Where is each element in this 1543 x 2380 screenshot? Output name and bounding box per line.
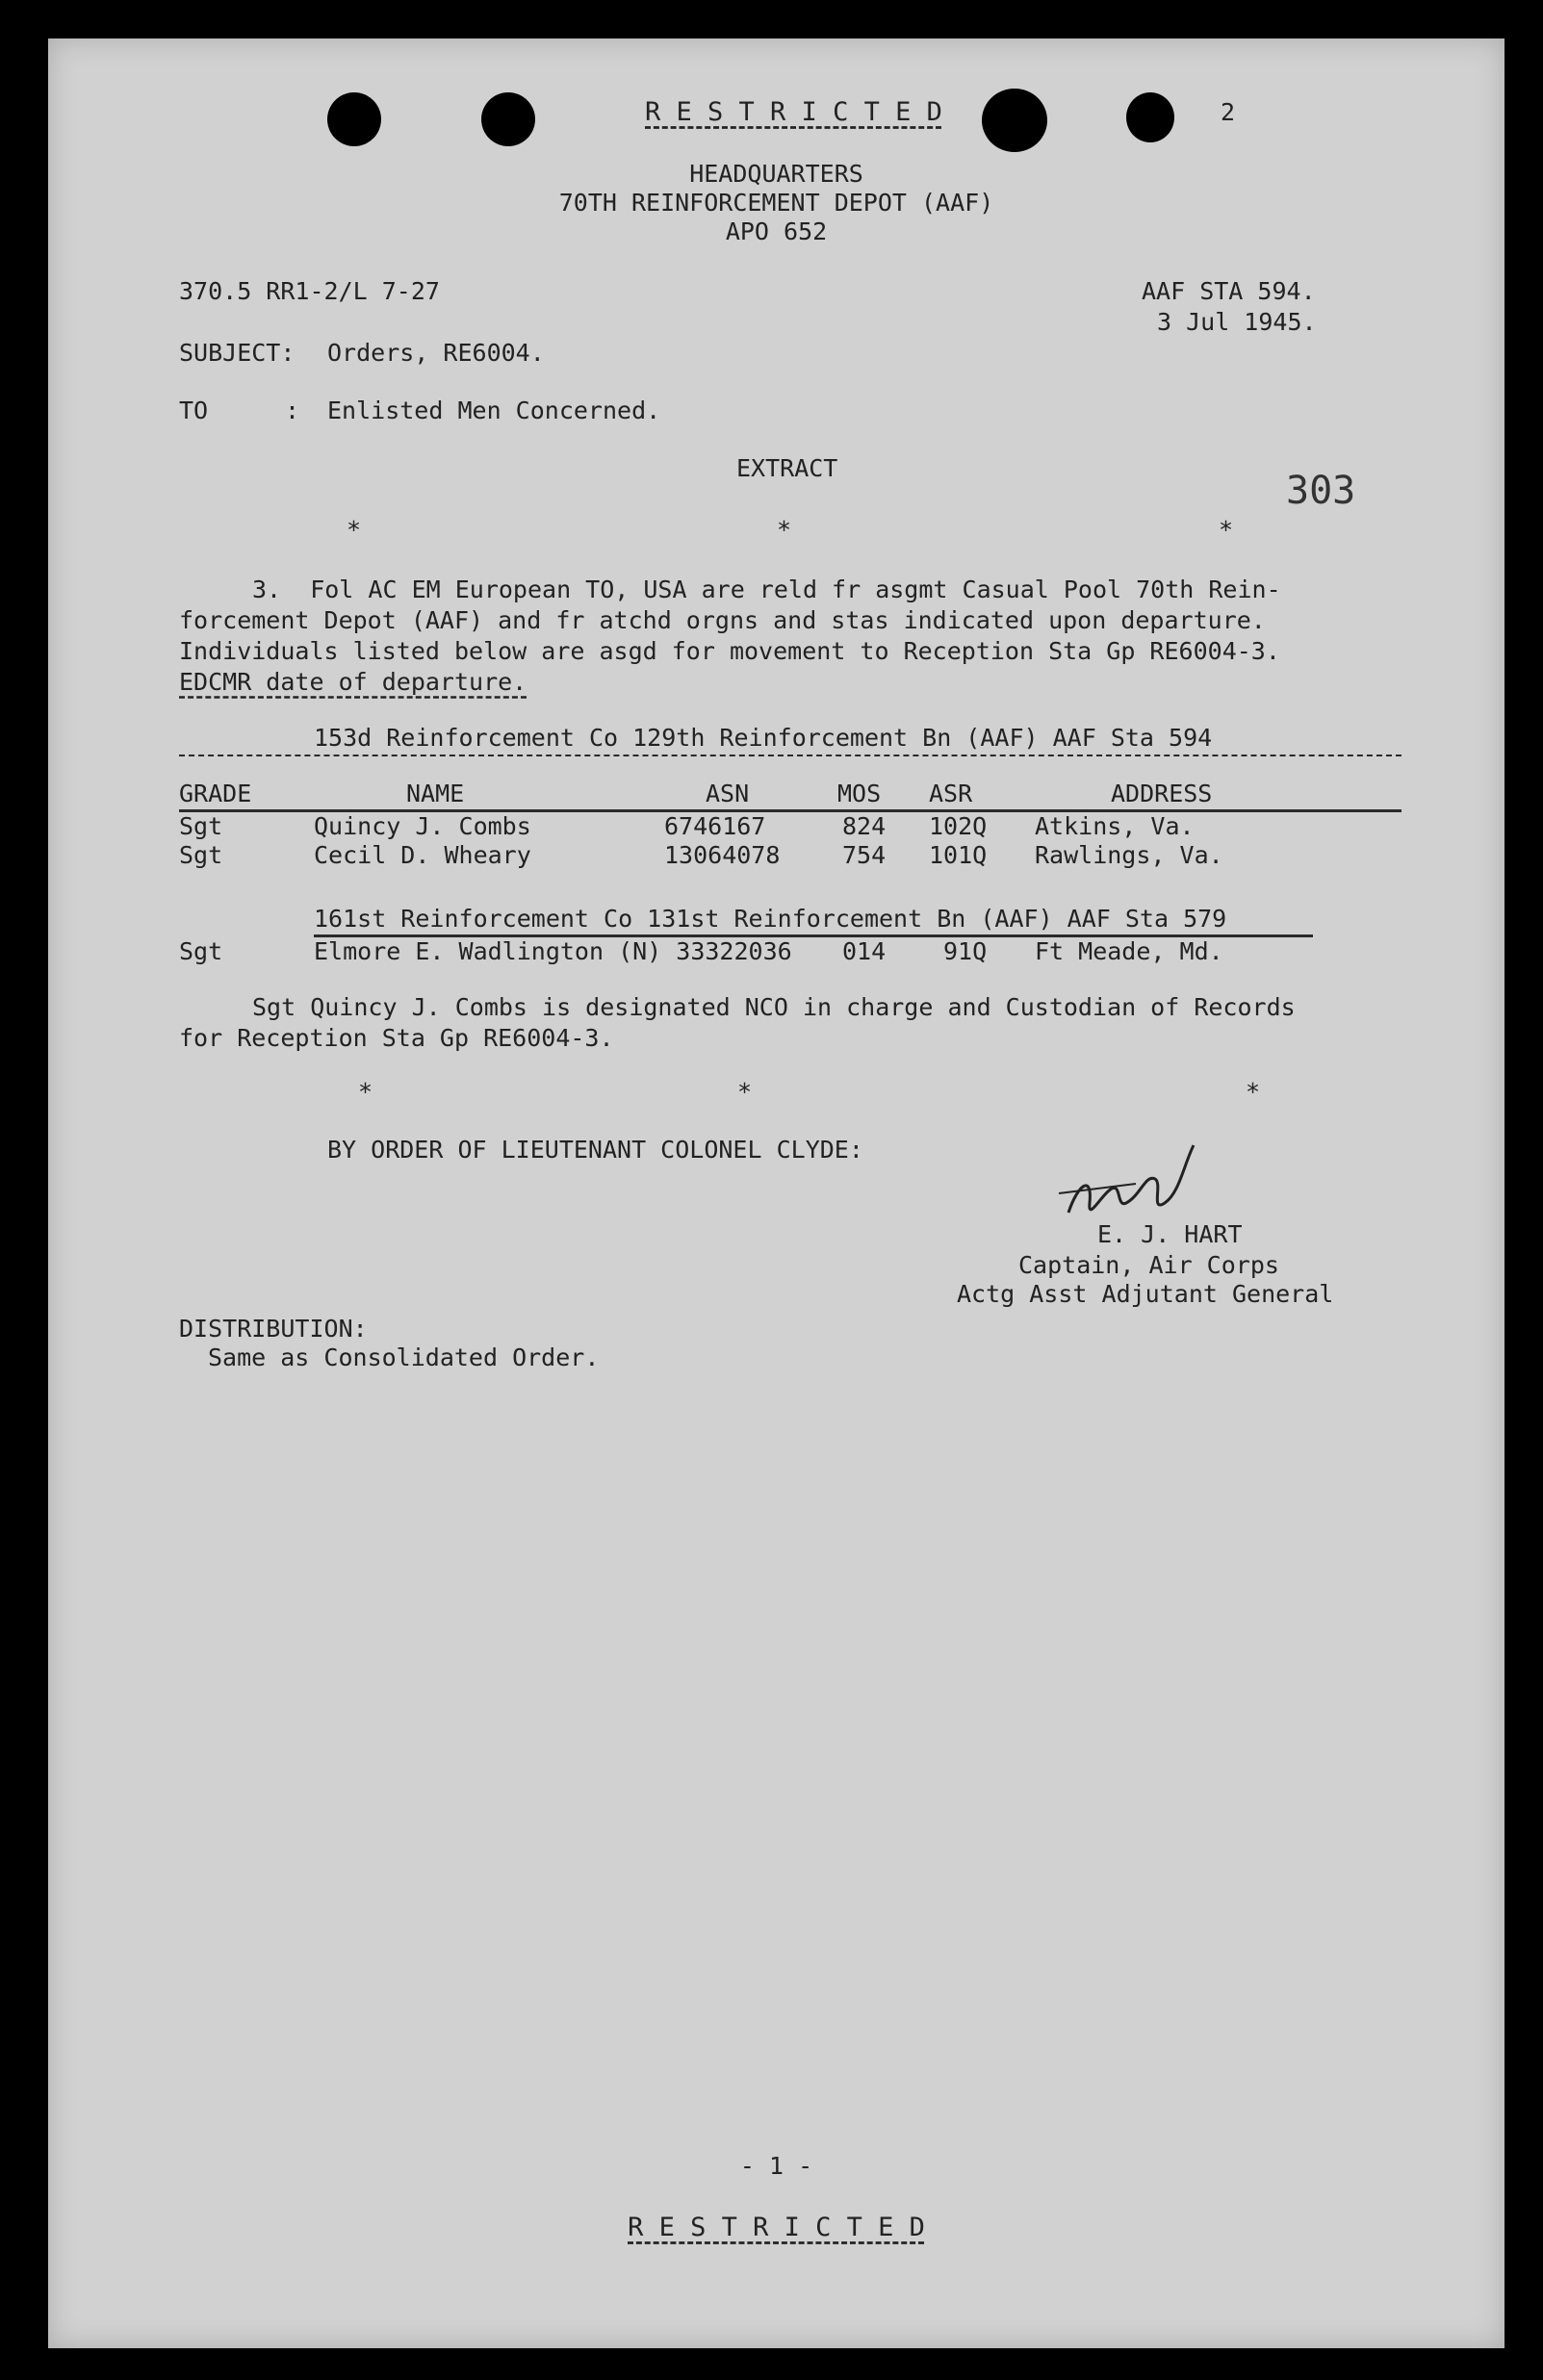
divider	[179, 755, 1402, 756]
cell-address: Rawlings, Va.	[1035, 841, 1223, 869]
cell-grade: Sgt	[179, 812, 223, 840]
asterisk: *	[737, 1078, 753, 1106]
punch-hole	[327, 92, 381, 146]
col-header-asn: ASN	[706, 780, 750, 807]
hq-title: HEADQUARTERS	[689, 160, 863, 188]
subject-label: SUBJECT:	[179, 339, 296, 367]
col-header-grade: GRADE	[179, 780, 252, 807]
cell-grade: Sgt	[179, 937, 223, 965]
asterisk: *	[358, 1078, 373, 1106]
cell-mos: 824	[842, 812, 887, 840]
punch-hole	[982, 89, 1047, 152]
stamp-number: 303	[1286, 469, 1356, 513]
page-number: 2	[1221, 98, 1236, 126]
date: 3 Jul 1945.	[1157, 308, 1317, 336]
to-colon: :	[285, 397, 300, 424]
signer-name: E. J. HART	[1097, 1220, 1243, 1248]
cell-asr: 101Q	[929, 841, 988, 869]
station: AAF STA 594.	[1142, 277, 1316, 305]
asterisk: *	[347, 516, 362, 544]
restricted-footer: R E S T R I C T E D	[628, 2213, 925, 2242]
unit-title: 70TH REINFORCEMENT DEPOT (AAF)	[558, 189, 994, 217]
distribution-label: DISTRIBUTION:	[179, 1315, 368, 1343]
group-heading: 153d Reinforcement Co 129th Reinforcement Bn (AAF) AAF Sta 594	[314, 724, 1213, 752]
col-header-address: ADDRESS	[1111, 780, 1213, 807]
cell-name-asn: Elmore E. Wadlington (N) 33322036	[314, 937, 792, 965]
asterisk: *	[1246, 1078, 1261, 1106]
cell-address: Ft Meade, Md.	[1035, 937, 1223, 965]
document-page	[48, 38, 1504, 2348]
to-recipients: Enlisted Men Concerned.	[327, 397, 661, 424]
cell-address: Atkins, Va.	[1035, 812, 1195, 840]
col-header-asr: ASR	[929, 780, 973, 807]
punch-hole	[1126, 92, 1174, 142]
paragraph-line: forcement Depot (AAF) and fr atchd orgns and stas indicated upon departure.	[179, 606, 1266, 634]
punch-hole	[481, 92, 535, 146]
order-by: BY ORDER OF LIEUTENANT COLONEL CLYDE:	[327, 1136, 863, 1164]
nco-line: Sgt Quincy J. Combs is designated NCO in charge and Custodian of Records	[252, 993, 1296, 1021]
restricted-header: R E S T R I C T E D	[645, 97, 942, 127]
to-label: TO	[179, 397, 209, 424]
signer-title: Actg Asst Adjutant General	[957, 1280, 1334, 1308]
cell-asn: 13064078	[664, 841, 781, 869]
col-header-mos: MOS	[837, 780, 882, 807]
asterisk: *	[1219, 516, 1234, 544]
cell-mos: 014	[842, 937, 887, 965]
page-footer: - 1 -	[739, 2152, 813, 2180]
cell-asr: 102Q	[929, 812, 988, 840]
paragraph-line: EDCMR date of departure.	[179, 668, 527, 696]
subject: Orders, RE6004.	[327, 339, 545, 367]
cell-name: Quincy J. Combs	[314, 812, 531, 840]
nco-line: for Reception Sta Gp RE6004-3.	[179, 1024, 614, 1052]
cell-grade: Sgt	[179, 841, 223, 869]
signer-rank: Captain, Air Corps	[1018, 1251, 1279, 1279]
distribution-text: Same as Consolidated Order.	[208, 1344, 600, 1371]
paragraph-line: 3. Fol AC EM European TO, USA are reld fr asgmt Casual Pool 70th Rein-	[252, 576, 1281, 603]
cell-name: Cecil D. Wheary	[314, 841, 531, 869]
group-heading: 161st Reinforcement Co 131st Reinforcement Bn (AAF) AAF Sta 579	[314, 905, 1227, 933]
paragraph-line: Individuals listed below are asgd for movement to Reception Sta Gp RE6004-3.	[179, 637, 1280, 665]
cell-mos: 754	[842, 841, 887, 869]
asterisk: *	[777, 516, 792, 544]
extract-label: EXTRACT	[736, 454, 838, 482]
file-number: 370.5 RR1-2/L 7-27	[179, 277, 440, 305]
apo: APO 652	[725, 218, 828, 245]
cell-asr: 91Q	[943, 937, 988, 965]
cell-asn: 6746167	[664, 812, 766, 840]
col-header-name: NAME	[406, 780, 465, 807]
